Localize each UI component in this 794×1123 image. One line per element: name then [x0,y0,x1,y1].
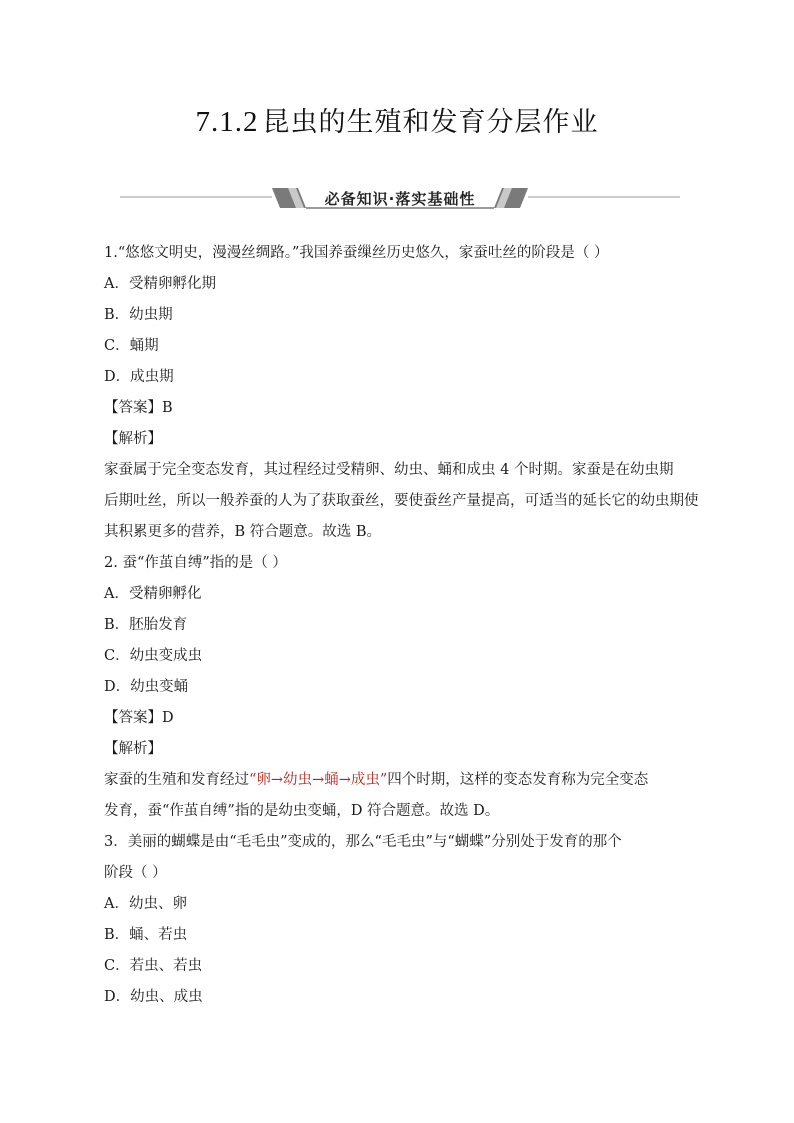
question-1-option-c: C．蛹期 [104,338,159,354]
page-title [0,100,794,139]
question-2-analysis-label: 【解析】 [104,741,162,757]
question-2-analysis-line-2: 发育，蚕“作茧自缚”指的是幼虫变蛹，D 符合题意。故选 D。 [104,803,500,819]
question-2-stem: 2. 蚕“作茧自缚”指的是（ ） [104,555,287,571]
answer-label: 【答案】 [104,400,162,416]
question-1-stem: 1.“悠悠文明史，漫漫丝绸路。”我国养蚕缫丝历史悠久，家蚕吐丝的阶段是（ ） [104,245,609,261]
question-2-option-a: A．受精卵孵化 [104,586,202,602]
content-body [104,238,724,1013]
question-3-option-d: D．幼虫、成虫 [104,989,203,1005]
question-1-option-a: A．受精卵孵化期 [104,276,216,292]
section-label: 必备知识·落实基础性 [324,190,476,208]
question-1-analysis-label: 【解析】 [104,431,162,447]
analysis-text-post: 四个时期，这样的变态发育称为完全变态 [387,772,649,788]
question-3-option-c: C．若虫、若虫 [104,958,203,974]
question-1-analysis-line-2: 后期吐丝，所以一般养蚕的人为了获取蚕丝，要使蚕丝产量提高，可适当的延长它的幼虫期使 [104,493,699,509]
answer-value: B [162,400,173,416]
question-1-option-d: D．成虫期 [104,369,174,385]
question-2-option-b: B．胚胎发育 [104,617,188,633]
question-2-analysis-line-1 [104,765,724,796]
question-1-option-b: B．幼虫期 [104,307,173,323]
question-3-stem-line-2: 阶段（ ） [104,865,167,881]
question-1-answer [104,393,724,424]
question-3-stem-line-1: 3．美丽的蝴蝶是由“毛毛虫”变成的，那么“毛毛虫”与“蝴蝶”分别处于发育的那个 [104,834,622,850]
question-3-option-b: B．蛹、若虫 [104,927,188,943]
title-number: 7.1.2 [195,106,259,138]
question-1-analysis-line-1: 家蚕属于完全变态发育，其过程经过受精卵、幼虫、蛹和成虫 4 个时期。家蚕是在幼虫期 [104,462,674,478]
answer-value: D [162,710,174,726]
analysis-highlight: “卵→幼虫→蛹→成虫” [249,772,388,788]
question-1-analysis-line-3: 其积累更多的营养，B 符合题意。故选 B。 [104,524,382,540]
question-3-option-a: A．幼虫、卵 [104,896,187,912]
answer-label: 【答案】 [104,710,162,726]
question-2-option-c: C．幼虫变成虫 [104,648,203,664]
title-text: 昆虫的生殖和发育分层作业 [262,107,599,138]
analysis-text-pre: 家蚕的生殖和发育经过 [104,772,249,788]
section-banner [120,184,680,210]
question-2-answer [104,703,724,734]
question-2-option-d: D．幼虫变蛹 [104,679,189,695]
